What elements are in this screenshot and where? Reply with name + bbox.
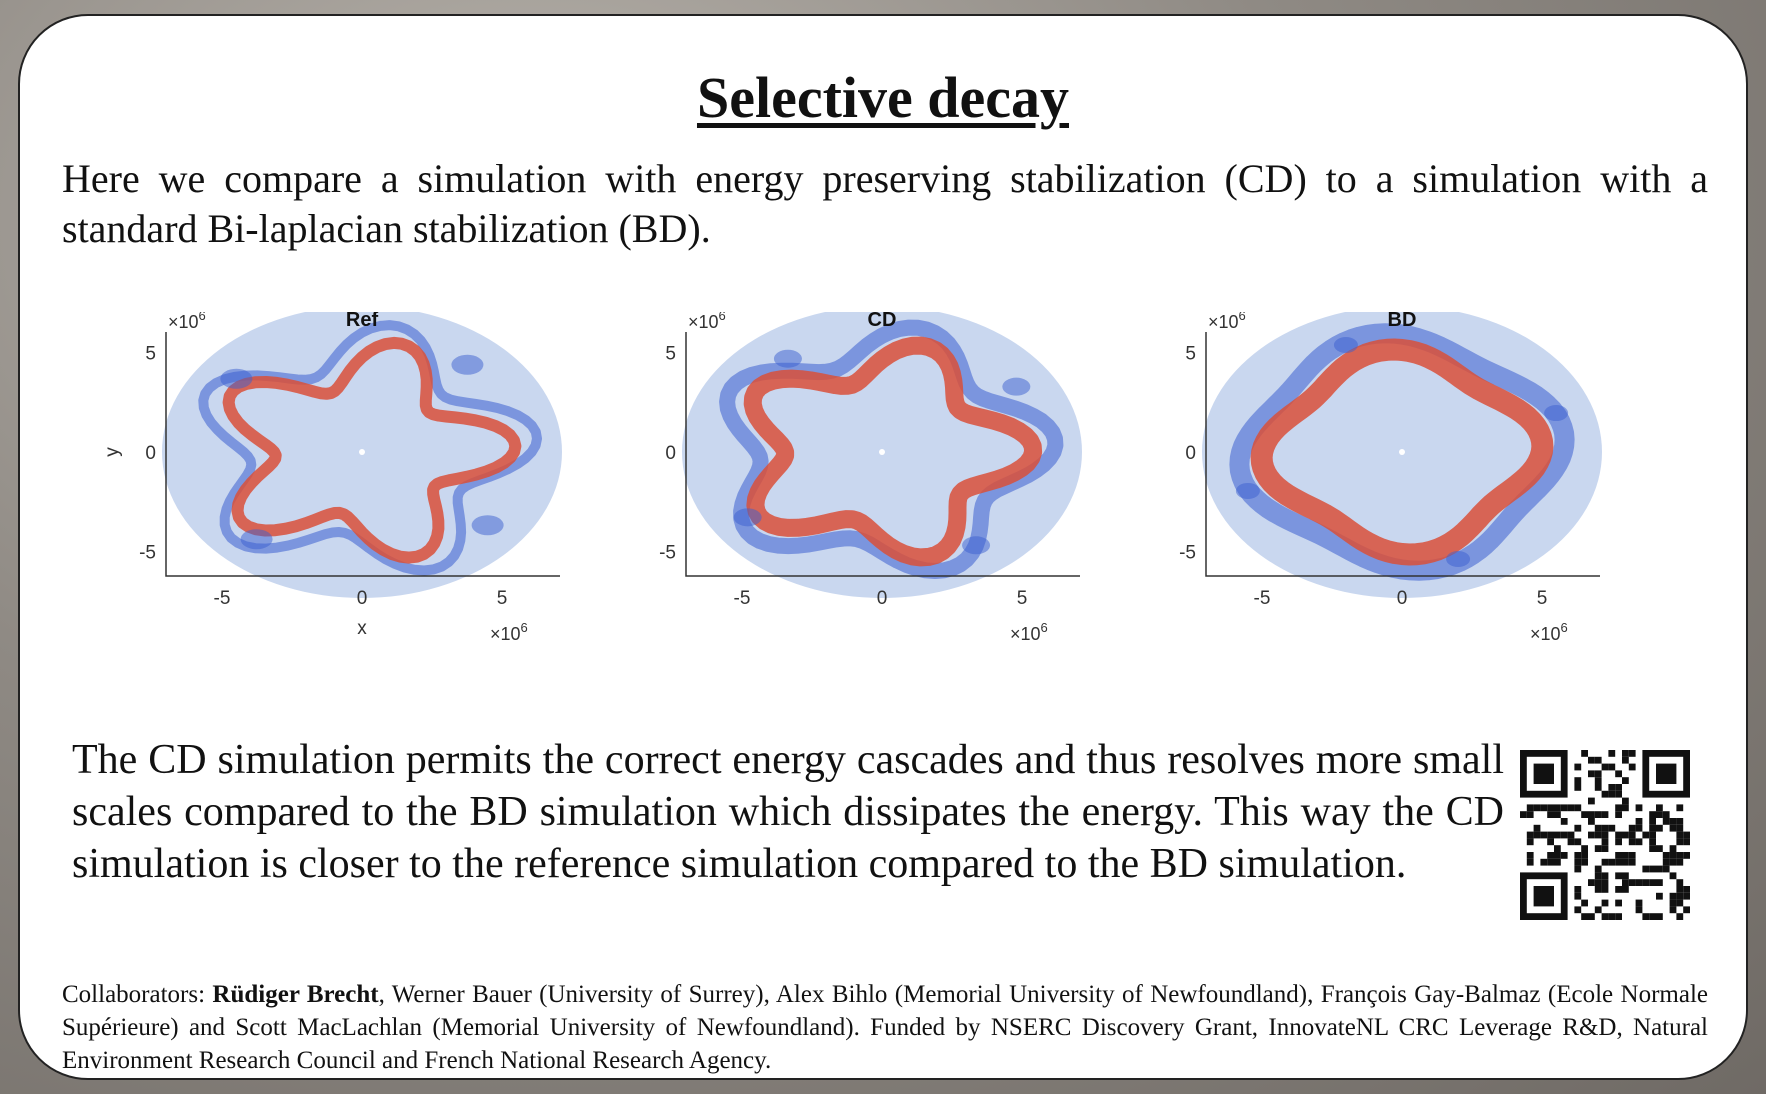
eddy bbox=[472, 515, 504, 535]
eddy bbox=[1544, 405, 1568, 421]
eddy bbox=[1002, 378, 1030, 396]
center-point bbox=[359, 449, 365, 455]
footer-prefix: Collaborators: bbox=[62, 981, 213, 1008]
figure-title: BD bbox=[1387, 312, 1417, 331]
x-tick-label: 5 bbox=[1536, 588, 1548, 609]
eddy bbox=[774, 350, 802, 368]
y-tick-label: 0 bbox=[145, 443, 156, 464]
eddy bbox=[241, 529, 273, 549]
figure-cd bbox=[610, 312, 1130, 722]
figure-title: CD bbox=[867, 312, 897, 331]
x-scale-label: $\times 10^6$ bbox=[1010, 620, 1048, 644]
y-tick-label: -5 bbox=[1179, 542, 1196, 564]
footer-rest: , Werner Bauer (University of Surrey), Alex Bihlo (Memorial University of Newfoundland), François Gay-Balmaz (Ecole Normale Supérieure) and Scott MacLachlan (Memorial University of Newfoundland). Funded by NSERC Discovery Grant, InnovateNL CRC Leverage R&D, Natural Environment Research Council and French National Research Agency. bbox=[62, 981, 1708, 1074]
y-tick-label: 0 bbox=[1185, 443, 1196, 464]
figure-ref bbox=[90, 312, 610, 722]
figure-svg bbox=[1130, 312, 1650, 722]
y-tick-label: -5 bbox=[659, 542, 676, 564]
y-tick-label: 5 bbox=[1185, 343, 1196, 365]
x-tick-label: -5 bbox=[733, 588, 751, 609]
lead-author-name: Rüdiger Brecht bbox=[212, 981, 379, 1008]
eddy bbox=[962, 536, 990, 554]
poster-card bbox=[18, 14, 1748, 1080]
figure-row bbox=[20, 312, 1748, 722]
figure-svg bbox=[90, 312, 610, 722]
x-tick-label: -5 bbox=[213, 588, 231, 609]
y-scale-label: $\times 10^6$ bbox=[1208, 312, 1246, 332]
eddy bbox=[220, 369, 252, 389]
poster-title: Selective decay bbox=[696, 65, 1069, 130]
intro-paragraph: Here we compare a simulation with energy preserving stabilization (CD) to a simulation with a standard Bi-laplacian stabilization (BD). bbox=[62, 156, 1708, 251]
x-tick-label: 5 bbox=[1016, 588, 1028, 609]
eddy bbox=[1236, 483, 1260, 499]
eddy bbox=[1446, 551, 1470, 567]
conclusion-paragraph: The CD simulation permits the correct energy cascades and thus resolves more small scales compared to the BD simulation which dissipates the energy. This way the CD simulation is closer to the reference simulation compared to the BD simulation. bbox=[72, 737, 1504, 887]
x-tick-label: 0 bbox=[876, 588, 888, 609]
y-tick-label: 0 bbox=[665, 443, 676, 464]
y-tick-label: 5 bbox=[145, 343, 156, 365]
eddy bbox=[451, 355, 483, 375]
x-scale-label: $\times 10^6$ bbox=[1530, 620, 1568, 644]
qr-code-icon[interactable] bbox=[1520, 750, 1690, 920]
figure-title: Ref bbox=[345, 312, 379, 331]
collaborators-footer bbox=[62, 978, 1708, 1077]
figure-svg bbox=[610, 312, 1130, 722]
y-tick-label: -5 bbox=[139, 542, 156, 564]
x-tick-label: -5 bbox=[1253, 588, 1271, 609]
center-point bbox=[879, 449, 885, 455]
eddy bbox=[1334, 337, 1358, 353]
y-axis-label: y bbox=[102, 447, 123, 457]
x-tick-label: 5 bbox=[496, 588, 508, 609]
center-point bbox=[1399, 449, 1405, 455]
y-scale-label: $\times 10^6$ bbox=[688, 312, 726, 332]
eddy bbox=[734, 508, 762, 526]
x-tick-label: 0 bbox=[356, 588, 368, 609]
x-axis-label: x bbox=[357, 618, 367, 639]
figure-bd bbox=[1130, 312, 1650, 722]
y-scale-label: $\times 10^6$ bbox=[168, 312, 206, 332]
y-tick-label: 5 bbox=[665, 343, 676, 365]
x-tick-label: 0 bbox=[1396, 588, 1408, 609]
x-scale-label: $\times 10^6$ bbox=[490, 620, 528, 644]
